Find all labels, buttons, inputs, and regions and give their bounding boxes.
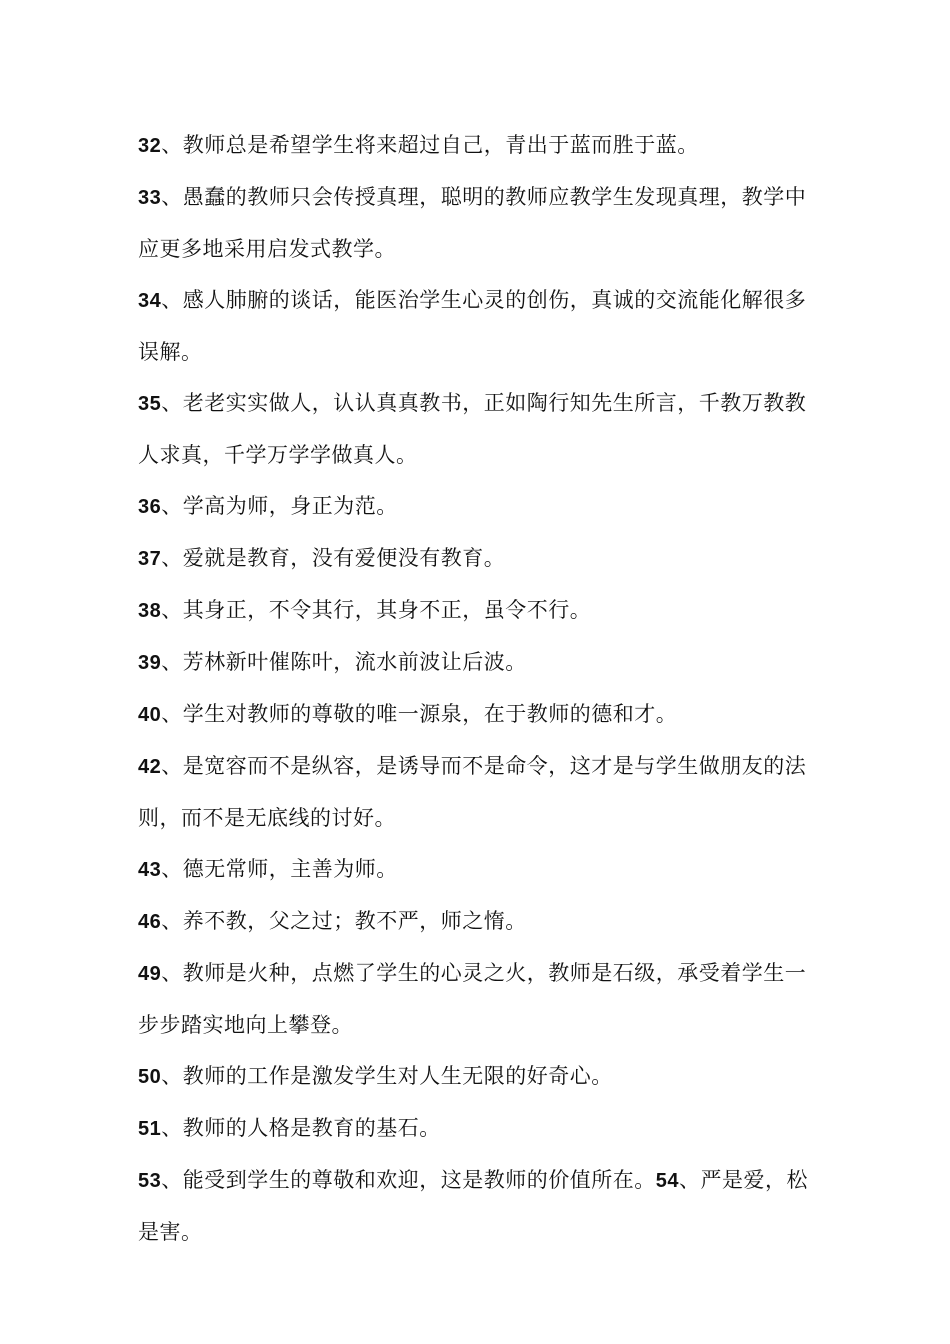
- item-number: 37: [138, 548, 162, 570]
- item-number: 38: [138, 600, 162, 622]
- list-item: [138, 741, 812, 844]
- list-item: [138, 1051, 812, 1103]
- item-number: 51: [138, 1118, 162, 1140]
- item-number: 34: [138, 290, 162, 312]
- item-number: 46: [138, 911, 162, 933]
- item-text: 、是宽容而不是纵容，是诱导而不是命令，这才是与学生做朋友的法则，而不是无底线的讨好。: [138, 754, 807, 830]
- item-number: 40: [138, 704, 162, 726]
- item-text: 、教师的工作是激发学生对人生无限的好奇心。: [161, 1064, 613, 1088]
- item-text: 、教师是火种，点燃了学生的心灵之火，教师是石级，承受着学生一步步踏实地向上攀登。: [138, 961, 807, 1037]
- list-item: [138, 948, 812, 1051]
- item-text: 、养不教，父之过；教不严，师之惰。: [161, 909, 527, 933]
- list-item: [138, 1103, 812, 1155]
- item-text: 、老老实实做人，认认真真教书，正如陶行知先生所言，千教万教教人求真，千学万学学做真人。: [138, 391, 807, 467]
- item-text: 、学高为师，身正为范。: [161, 494, 398, 518]
- list-item: [138, 481, 812, 533]
- list-item: [138, 120, 812, 172]
- item-text: 、芳林新叶催陈叶，流水前波让后波。: [161, 650, 527, 674]
- item-text: 、愚蠢的教师只会传授真理，聪明的教师应教学生发现真理，教学中应更多地采用启发式教学。: [138, 185, 807, 261]
- item-number: 35: [138, 393, 162, 415]
- item-text: 、教师总是希望学生将来超过自己，青出于蓝而胜于蓝。: [161, 133, 699, 157]
- list-item: [138, 844, 812, 896]
- list-item: [138, 378, 812, 481]
- item-number: 32: [138, 135, 162, 157]
- list-item: [138, 585, 812, 637]
- item-number: 36: [138, 496, 162, 518]
- item-text: 、德无常师，主善为师。: [161, 857, 398, 881]
- list-item: [138, 1155, 812, 1258]
- item-text: 、感人肺腑的谈话，能医治学生心灵的创伤，真诚的交流能化解很多误解。: [138, 288, 807, 364]
- list-item: [138, 275, 812, 378]
- item-number: 42: [138, 756, 162, 778]
- item-text-inline: 、严是爱，松是害。: [138, 1168, 808, 1244]
- item-number: 43: [138, 859, 162, 881]
- item-text: 、学生对教师的尊敬的唯一源泉，在于教师的德和才。: [161, 702, 678, 726]
- item-number: 50: [138, 1066, 162, 1088]
- list-item: [138, 533, 812, 585]
- list-item: [138, 637, 812, 689]
- list-item: [138, 172, 812, 275]
- item-number: 39: [138, 652, 162, 674]
- list-item: [138, 896, 812, 948]
- item-text: 、爱就是教育，没有爱便没有教育。: [161, 546, 506, 570]
- item-number-inline: 54: [655, 1170, 679, 1192]
- list-item: [138, 689, 812, 741]
- item-text: 、其身正，不令其行，其身不正，虽令不行。: [161, 598, 592, 622]
- item-number: 33: [138, 187, 162, 209]
- item-number: 53: [138, 1170, 162, 1192]
- item-text: 、能受到学生的尊敬和欢迎，这是教师的价值所在。: [161, 1168, 656, 1192]
- item-number: 49: [138, 963, 162, 985]
- quote-list: [138, 120, 812, 1258]
- item-text: 、教师的人格是教育的基石。: [161, 1116, 441, 1140]
